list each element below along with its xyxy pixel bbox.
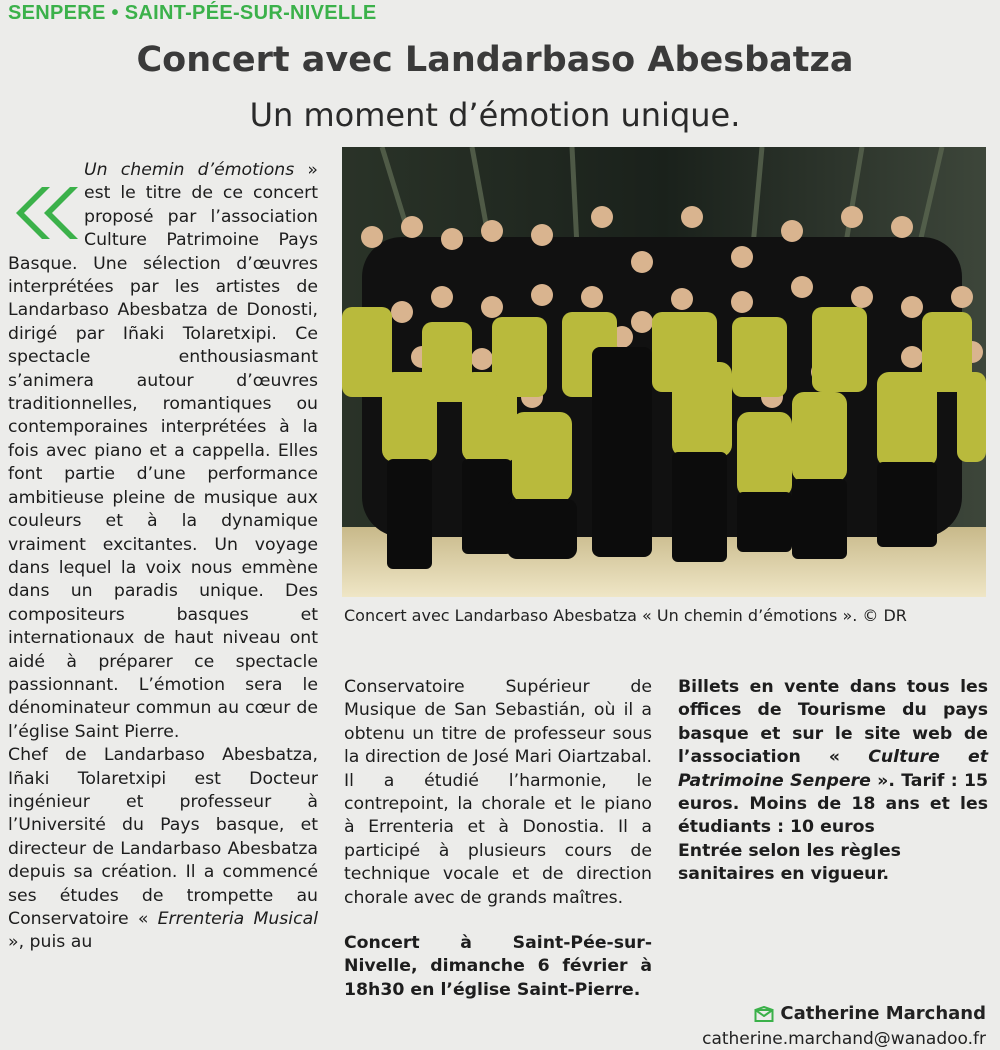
col2-text: Conservatoire Supérieur de Musique de San Sebastián, où il a obtenu un titre de professeur sous la direction de José Mari Oiartzabal. Il a étudié l’harmonie, le contrepoint, la chorale et le piano à Errenteria et à Donostia. Il a participé à plusieurs cours de technique vocale et de direction chorale avec de grands maîtres. — [344, 677, 652, 908]
col3-text-c: Entrée selon les règles sanitaires en vigueur. — [678, 840, 901, 885]
col1-text-2-italic: Errenteria Musical — [157, 909, 318, 929]
col3-text-b: ». Tarif : 15 euros. Moins de 18 ans et les étudiants : 10 euros — [678, 770, 988, 838]
col3-text-a: Billets en vente dans tous les offices de Tourisme du pays basque et sur le site web de l’association « — [678, 677, 988, 768]
col1-text-1: » est le titre de ce concert proposé par l’association Culture Patrimoine Pays Basque. Une sélection d’œuvres interprétées par les artistes de Landarbaso Abesbatza de Donosti, dirigé par Iñaki Tolaretxipi. Ce spectacle enthousiasmant s’animera autour d’œuvres traditionnelles, romantiques ou contemporaines interprétées à la fois avec piano et a cappella. Elles font partie d’une performance ambitieuse pleine de musique aux couleurs et à la dynamique vraiment excitantes. Un voyage dans lequel la voix nous emmène dans un paradis unique. Des compositeurs basques et internationaux de haut niveau ont aidé à préparer ce spectacle passionnant. L’émotion sera le dénominateur commun au cœur de l’église Saint Pierre. — [8, 160, 318, 742]
subheadline: Un moment d’émotion unique. — [249, 96, 741, 134]
article-column-1 — [8, 159, 318, 1047]
author-email[interactable]: catherine.marchand@wanadoo.fr — [702, 1029, 986, 1049]
col1-text-2-end: », puis au — [8, 932, 93, 953]
author-name: Catherine Marchand — [780, 1003, 986, 1024]
headline: Concert avec Landarbaso Abesbatza — [136, 40, 854, 80]
envelope-icon — [754, 1006, 774, 1022]
author-byline — [754, 1003, 986, 1024]
quote-mark-icon — [8, 185, 78, 241]
lead-italic: Un chemin d’émotions — [84, 160, 295, 180]
col3-text-italic: Culture et Patrimoine Senpere — [678, 747, 988, 791]
article-column-3 — [678, 676, 988, 887]
concert-info: Concert à Saint-Pée-sur-Nivelle, dimanche 6 février à 18h30 en l’église Saint-Pierre. — [344, 933, 652, 1000]
article-column-2 — [344, 676, 652, 1002]
choir-photo — [342, 147, 986, 597]
section-tag: SENPERE • SAINT-PÉE-SUR-NIVELLE — [8, 2, 377, 24]
col1-text-2: Chef de Landarbaso Abesbatza, Iñaki Tolaretxipi est Docteur ingénieur et professeur à l’Université du Pays basque, et directeur de Landarbaso Abesbatza depuis sa création. Il a commencé ses études de trompette au Conservatoire « — [8, 745, 318, 929]
photo-caption: Concert avec Landarbaso Abesbatza « Un chemin d’émotions ». © DR — [344, 606, 907, 625]
